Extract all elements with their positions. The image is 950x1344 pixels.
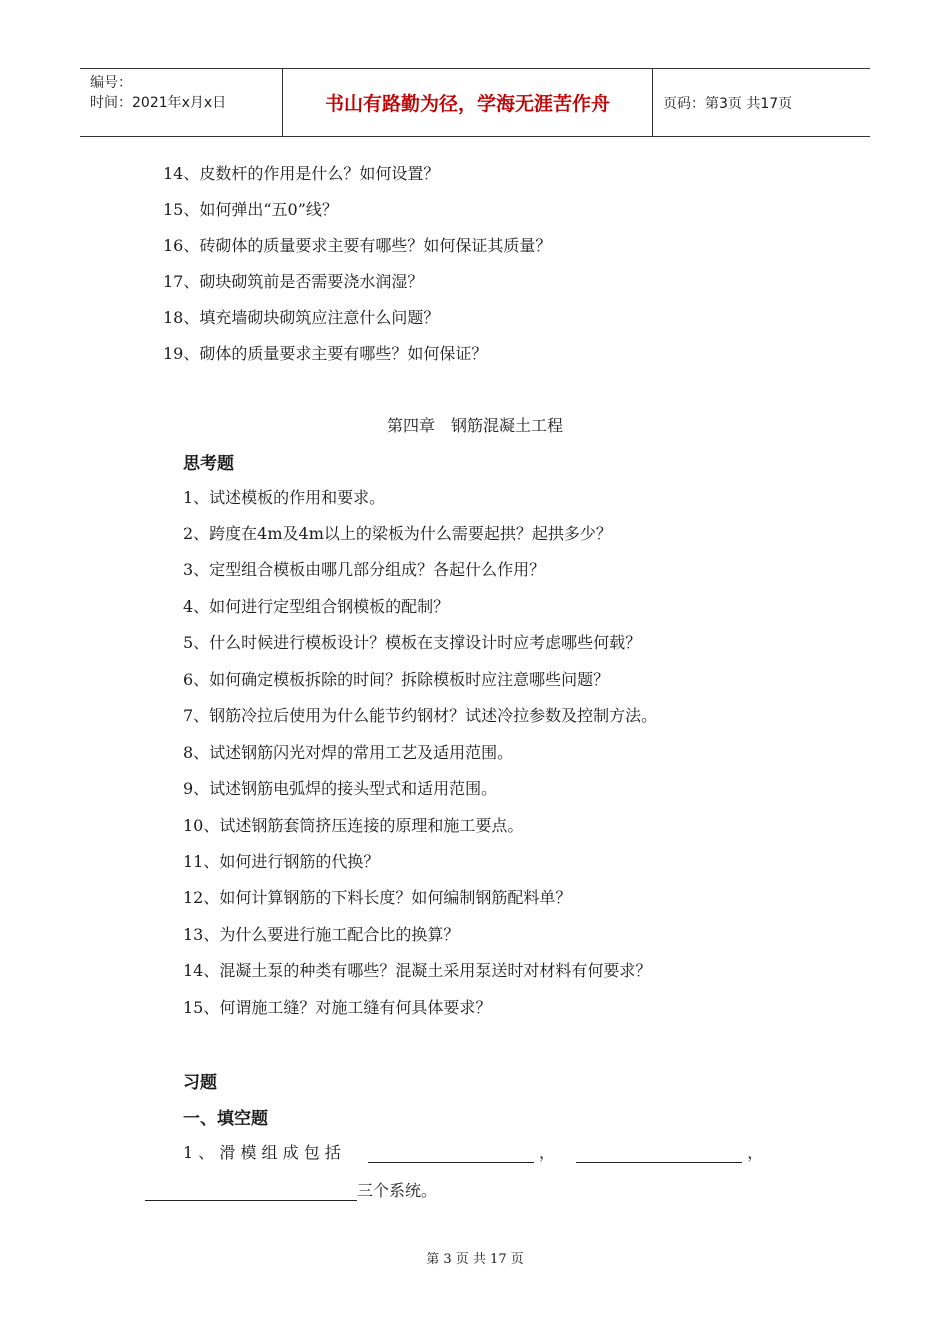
exercises-heading: 习题 [183, 1073, 217, 1093]
fill-question-1-line2 [145, 1178, 437, 1201]
thinking-questions-heading: 思考题 [183, 454, 234, 474]
question-item: 4、如何进行定型组合钢模板的配制？ [183, 597, 450, 616]
fill-question-1-suffix: 三个系统。 [357, 1181, 438, 1200]
question-item: 9、试述钢筋电弧焊的接头型式和适用范围。 [183, 779, 498, 798]
question-item: 14、混凝土泵的种类有哪些？混凝土采用泵送时对材料有何要求？ [183, 961, 652, 980]
question-item: 11、如何进行钢筋的代换？ [183, 852, 380, 871]
question-item: 13、为什么要进行施工配合比的换算？ [183, 925, 460, 944]
question-item: 6、如何确定模板拆除的时间？拆除模板时应注意哪些问题？ [183, 670, 610, 689]
question-item: 14、皮数杆的作用是什么？如何设置？ [163, 164, 440, 183]
fill-separator: ， [747, 1143, 764, 1162]
question-item: 17、砌块砌筑前是否需要浇水润湿？ [163, 272, 424, 291]
question-item: 5、什么时候进行模板设计？模板在支撑设计时应考虑哪些何载？ [183, 633, 642, 652]
page-footer: 第 3 页 共 17 页 [426, 1252, 524, 1267]
chapter-title: 第四章 钢筋混凝土工程 [386, 416, 563, 435]
fill-question-1-line1 [183, 1140, 763, 1163]
page-header [80, 68, 870, 137]
question-item: 10、试述钢筋套筒挤压连接的原理和施工要点。 [183, 816, 524, 835]
question-item: 3、定型组合模板由哪几部分组成？各起什么作用？ [183, 560, 546, 579]
question-item: 15、何谓施工缝？对施工缝有何具体要求？ [183, 998, 492, 1017]
question-item: 15、如何弹出“五0”线？ [163, 200, 338, 219]
question-item: 18、填充墙砌块砌筑应注意什么问题？ [163, 308, 440, 327]
document-number-label: 编号： [90, 75, 132, 91]
question-item: 7、钢筋冷拉后使用为什么能节约钢材？试述冷拉参数及控制方法。 [183, 706, 658, 725]
question-item: 2、跨度在4m及4m以上的梁板为什么需要起拱？起拱多少？ [183, 524, 612, 543]
fill-question-1-prefix: 1 、 滑 模 组 成 包 括 [183, 1143, 341, 1162]
question-item: 1、试述模板的作用和要求。 [183, 488, 386, 507]
question-item: 16、砖砌体的质量要求主要有哪些？如何保证其质量？ [163, 236, 552, 255]
fill-blank-2[interactable] [576, 1146, 742, 1163]
question-item: 8、试述钢筋闪光对焊的常用工艺及适用范围。 [183, 743, 514, 762]
fill-blank-1[interactable] [368, 1146, 534, 1163]
document-time-label: 时间：2021年x月x日 [90, 95, 227, 111]
fill-separator: ， [538, 1143, 555, 1162]
fill-in-heading: 一、填空题 [183, 1109, 268, 1129]
fill-blank-3[interactable] [145, 1184, 357, 1201]
header-meta [80, 69, 282, 136]
header-page-info: 页码：第3页 共17页 [663, 95, 793, 112]
question-item: 12、如何计算钢筋的下料长度？如何编制钢筋配料单？ [183, 888, 572, 907]
header-motto: 书山有路勤为径，学海无涯苦作舟 [282, 69, 653, 136]
question-item: 19、砌体的质量要求主要有哪些？如何保证？ [163, 344, 488, 363]
